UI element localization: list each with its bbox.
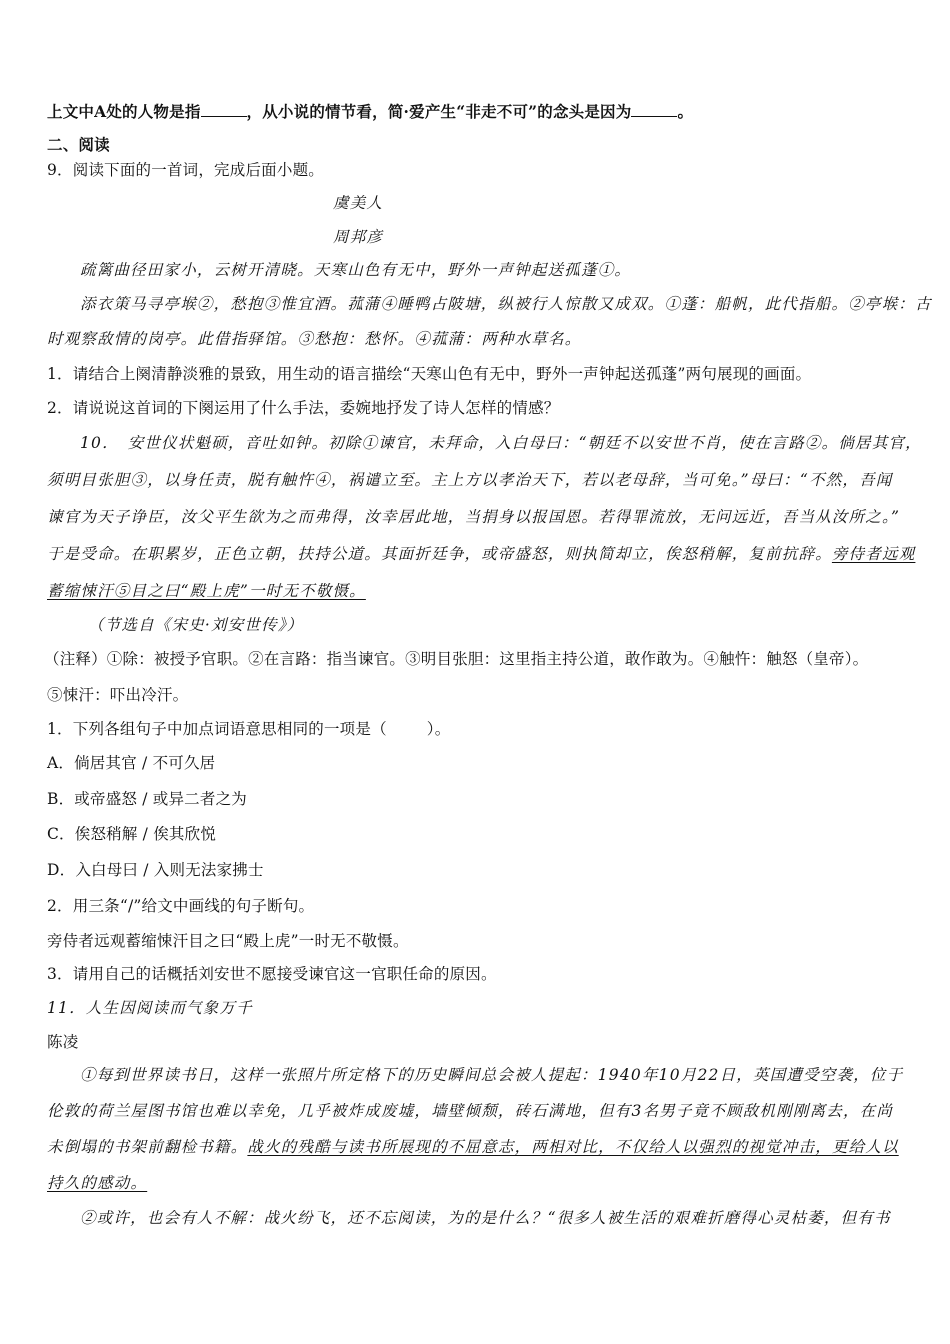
q10-line-1: 10． 安世仪状魁硕，音吐如钟。初除①谏官，未拜命，入白母曰：“朝廷不以安世不肖，使在言路②。倘居其官， <box>80 434 922 452</box>
q11-p1-line-4: 持久的感动。 <box>47 1174 148 1192</box>
answer-blank-2[interactable] <box>631 102 677 117</box>
option-b[interactable]: B．或帝盛怒 / 或异二者之为 <box>47 790 247 808</box>
q10-note-1: （注释）①除：被授予官职。②在言路：指当谏官。③明目张胆：这里指主持公道，敢作敢为。④触忤：触怒（皇帝）。 <box>44 650 869 668</box>
q10-line-4-text: 于是受命。在职累岁，正色立朝，扶持公道。其面折廷争，或帝盛怒，则执简却立，俟怒稍解，复前抗辞。 <box>47 545 832 563</box>
q8-text-1: 上文中A处的人物是指 <box>47 102 201 121</box>
q10-sub2-sentence: 旁侍者远观蓄缩悚汗目之曰“殿上虎”一时无不敬慑。 <box>47 932 409 950</box>
q10-underlined-start: 旁侍者远观 <box>831 545 916 563</box>
q11-p1-line-2: 伦敦的荷兰屋图书馆也难以幸免，几乎被炸成废墟，墙壁倾颓，砖石满地，但有3名男子竟不顾敌机刚刚离去，在尚 <box>47 1102 894 1120</box>
poem-line-3: 时观察敌情的岗亭。此借指驿馆。③愁抱：愁怀。④菰蒲：两种水草名。 <box>47 330 582 348</box>
q11-author: 陈凌 <box>47 1033 79 1051</box>
q11-p1-line-3 <box>47 1136 910 1158</box>
q10-sub3: 3．请用自己的话概括刘安世不愿接受谏官这一官职任命的原因。 <box>47 965 497 983</box>
poem-line-2: 添衣策马寻亭堠②，愁抱③惟宜酒。菰蒲④睡鸭占陂塘，纵被行人惊散又成双。①蓬：船帆，此代指船。②亭堠：古 <box>80 295 932 313</box>
poem-line-1: 疏篱曲径田家小，云树开清晓。天寒山色有无中，野外一声钟起送孤蓬①。 <box>80 261 632 279</box>
q11-p1-line-1: ①每到世界读书日，这样一张照片所定格下的历史瞬间总会被人提起：1940年10月22日，英国遭受空袭，位于 <box>80 1066 904 1084</box>
q10-sub1-end: ）。 <box>426 720 451 738</box>
q10-line-4 <box>47 543 916 565</box>
question-8-line <box>47 101 910 123</box>
q11-p2-line-1: ②或许，也会有人不解：战火纷飞，还不忘阅读，为的是什么？“很多人被生活的艰难折磨得心灵枯萎，但有书 <box>80 1209 891 1227</box>
q11-title: 11．人生因阅读而气象万千 <box>47 999 253 1017</box>
option-c[interactable]: C．俟怒稍解 / 俟其欣悦 <box>47 825 217 843</box>
poem-title: 虞美人 <box>333 194 384 212</box>
q8-text-3: 。 <box>677 102 694 121</box>
q11-p1-line-3-text: 未倒塌的书架前翻检书籍。 <box>47 1138 248 1156</box>
q10-line-5: 蓄缩悚汗⑤目之曰“殿上虎”一时无不敬慑。 <box>47 582 366 600</box>
option-d[interactable]: D．入白母曰 / 入则无法家拂士 <box>47 861 264 879</box>
q11-underlined-sentence: 战火的残酷与读书所展现的不屈意志，两相对比，不仅给人以强烈的视觉冲击，更给人以 <box>247 1138 899 1156</box>
q9-sub2: 2．请说说这首词的下阕运用了什么手法，委婉地抒发了诗人怎样的情感？ <box>47 399 560 417</box>
q10-line-2: 须明目张胆③，以身任责，脱有触忤④，祸谴立至。主上方以孝治天下，若以老母辞，当可免。”母曰：“不然，吾闻 <box>47 471 893 489</box>
q10-sub1 <box>47 718 910 740</box>
poem-author: 周邦彦 <box>333 228 384 246</box>
q8-text-2: ，从小说的情节看，简·爱产生“非走不可”的念头是因为 <box>246 102 632 121</box>
answer-blank-1[interactable] <box>201 102 247 117</box>
q9-sub1: 1．请结合上阕清静淡雅的景致，用生动的语言描绘“天寒山色有无中，野外一声钟起送孤蓬”两句展现的画面。 <box>47 365 812 383</box>
q9-intro: 9．阅读下面的一首词，完成后面小题。 <box>47 161 324 179</box>
q10-source: （节选自《宋史·刘安世传》） <box>88 616 304 634</box>
q10-sub2: 2．用三条“/”给文中画线的句子断句。 <box>47 897 315 915</box>
q10-line-3: 谏官为天子诤臣，汝父平生欲为之而弗得，汝幸居此地，当捐身以报国恩。若得罪流放，无问远近，吾当从汝所之。” <box>47 508 901 526</box>
section-title: 二、阅读 <box>47 135 110 154</box>
q10-note-2: ⑤悚汗：吓出冷汗。 <box>47 686 189 704</box>
option-a[interactable]: A．倘居其官 / 不可久居 <box>47 754 216 772</box>
q10-sub1-text: 1．下列各组句子中加点词语意思相同的一项是（ <box>47 720 387 738</box>
